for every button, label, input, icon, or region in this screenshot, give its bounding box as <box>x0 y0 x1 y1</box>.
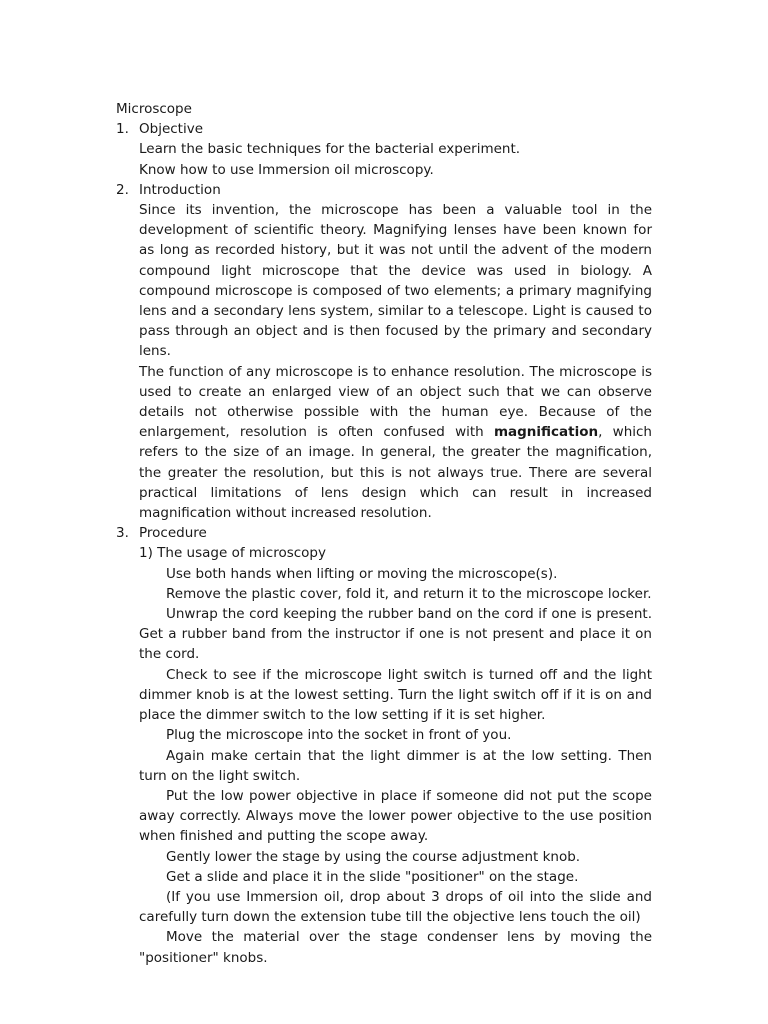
bold-term: magnification <box>493 424 599 441</box>
section-heading: Procedure <box>139 525 207 542</box>
section-procedure-heading <box>116 523 652 543</box>
section-heading: Objective <box>139 121 204 138</box>
procedure-step: (If you use Immersion oil, drop about 3 drops of oil into the slide and carefully turn down the extension tube till the objective lens touch the oil) <box>139 888 652 926</box>
procedure-step: Move the material over the stage condenser lens by moving the "positioner" knobs. <box>139 929 652 966</box>
document-title: Microscope <box>116 101 192 117</box>
section-number: 3. <box>116 525 129 542</box>
section-introduction-heading <box>116 180 652 200</box>
section-objective-heading <box>116 119 652 139</box>
procedure-step: Check to see if the microscope light switch is turned off and the light dimmer knob is at the lowest setting. Turn the light switch off if it is on and place the dimmer switch to the low setting if it is set higher. <box>139 666 652 724</box>
procedure-body <box>139 543 652 967</box>
introduction-paragraph: Since its invention, the microscope has been a valuable tool in the development of scientific theory. Magnifying lenses have been known for as long as recorded history, but it was not until the advent of the modern compound light microscope that the device was used in biology. A compound microscope is composed of two elements; a primary magnifying lens and a secondary lens system, similar to a telescope. Light is caused to pass through an object and is then focused by the primary and secondary lens. <box>139 202 652 360</box>
objective-line: Learn the basic techniques for the bacterial experiment. <box>139 141 521 158</box>
procedure-step: Gently lower the stage by using the course adjustment knob. <box>166 848 581 865</box>
objective-body <box>139 139 652 179</box>
section-heading: Introduction <box>139 181 221 198</box>
procedure-subheading: 1) The usage of microscopy <box>139 545 326 562</box>
paragraph-text: The function of any microscope is to enhance resolution. The microscope is used to create an enlarged view of an object such that we can observe details not otherwise possible with the human eye. Because of the enlargement, resolution is often confused with <box>139 363 652 441</box>
document-page <box>116 99 652 968</box>
procedure-step: Plug the microscope into the socket in front of you. <box>166 727 512 744</box>
procedure-step: Get a slide and place it in the slide "positioner" on the stage. <box>166 868 579 885</box>
objective-line: Know how to use Immersion oil microscopy. <box>139 161 434 178</box>
section-number: 1. <box>116 121 129 138</box>
procedure-step: Remove the plastic cover, fold it, and return it to the microscope locker. <box>166 585 652 602</box>
procedure-step: Use both hands when lifting or moving the microscope(s). <box>166 565 558 582</box>
introduction-paragraph <box>139 362 652 524</box>
procedure-step: Again make certain that the light dimmer is at the low setting. Then turn on the light switch. <box>139 747 652 784</box>
procedure-step: Put the low power objective in place if someone did not put the scope away correctly. Always move the lower power objective to the use position when finished and putting the scope away. <box>139 787 652 845</box>
section-number: 2. <box>116 181 129 198</box>
introduction-body <box>139 200 652 523</box>
procedure-step: Unwrap the cord keeping the rubber band on the cord if one is present. Get a rubber band from the instructor if one is not present and place it on the cord. <box>139 606 652 663</box>
paragraph-text: , which refers to the size of an image. In general, the greater the magnification, the greater the resolution, but this is not always true. There are several practical limitations of lens design which can result in increased magnification without increased resolution. <box>139 424 652 522</box>
